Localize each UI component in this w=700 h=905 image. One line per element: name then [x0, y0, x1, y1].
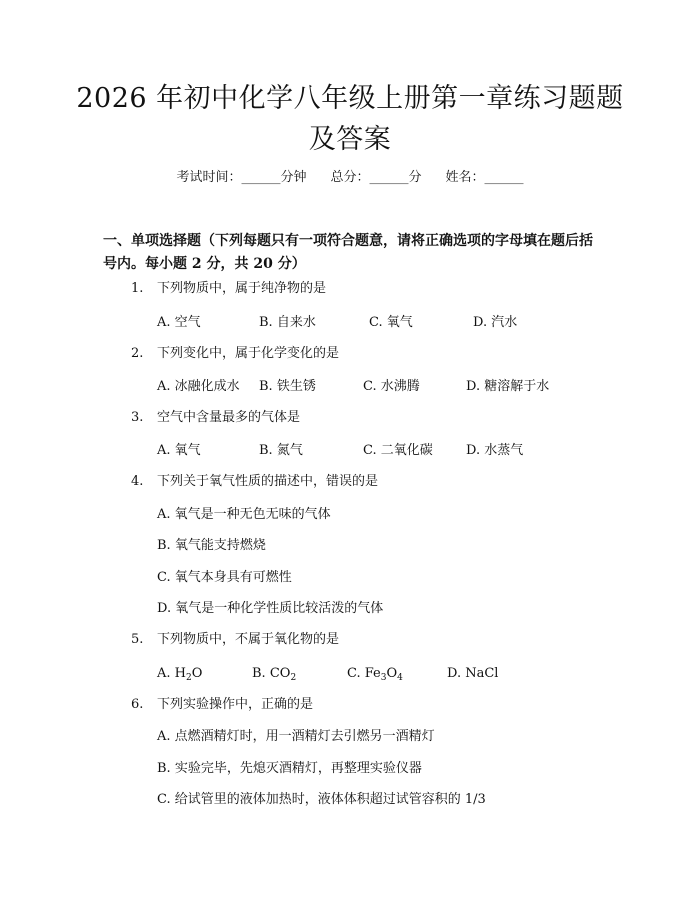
question-number: 3.	[131, 410, 144, 425]
option-d: D. 糖溶解于水	[466, 379, 550, 394]
question-text: 下列实验操作中，正确的是	[157, 697, 314, 712]
question-text: 空气中含量最多的气体是	[157, 410, 301, 425]
option-b: B. $CO_2$	[252, 666, 297, 683]
question-number: 2.	[131, 346, 144, 361]
question-text: 下列关于氧气性质的描述中，错误的是	[157, 474, 379, 489]
question-4-option-d: D. 氧气是一种化学性质比较活泼的气体	[157, 601, 384, 616]
option-b: B. 铁生锈	[259, 379, 316, 394]
exam-name: 姓名：______	[445, 170, 524, 185]
title-line-1: 2026 年初中化学八年级上册第一章练习题题	[76, 83, 624, 114]
exam-score: 总分：______分	[330, 170, 422, 185]
question-number: 5.	[131, 632, 144, 647]
option-d: D. 汽水	[473, 315, 518, 330]
option-a: A. 空气	[157, 315, 201, 330]
option-b: B. 自来水	[259, 315, 316, 330]
question-text: 下列变化中，属于化学变化的是	[157, 346, 340, 361]
option-d: D. 水蒸气	[466, 443, 524, 458]
option-c: C. 二氧化碳	[363, 443, 433, 458]
option-a: A. 氧气	[157, 443, 201, 458]
question-number: 1.	[131, 281, 144, 296]
question-number: 6.	[131, 697, 144, 712]
exam-time: 考试时间：______分钟	[176, 170, 307, 185]
document-title	[60, 78, 640, 160]
option-b: B. 氮气	[259, 443, 303, 458]
question-4-option-b: B. 氧气能支持燃烧	[157, 538, 266, 553]
question-text: 下列物质中，属于纯净物的是	[157, 281, 327, 296]
option-a: A. $H_2O$	[157, 666, 203, 683]
option-c: C. 氧气	[369, 315, 413, 330]
section-heading: 一、单项选择题（下列每题只有一项符合题意，请将正确选项的字母填在题后括号内。每小题 2 分，共 20 分）	[103, 233, 593, 272]
title-line-2: 及答案	[308, 124, 392, 155]
question-6-option-b: B. 实验完毕，先熄灭酒精灯，再整理实验仪器	[157, 761, 422, 776]
exam-info	[0, 168, 700, 188]
question-6-option-a: A. 点燃酒精灯时，用一酒精灯去引燃另一酒精灯	[157, 729, 435, 744]
option-c: C. $Fe_3O_4$	[347, 666, 403, 683]
option-d: D. NaCl	[447, 666, 499, 681]
option-c: C. 水沸腾	[363, 379, 420, 394]
option-a: A. 冰融化成水	[157, 379, 240, 394]
question-4-option-c: C. 氧气本身具有可燃性	[157, 570, 292, 585]
question-number: 4.	[131, 474, 144, 489]
question-6-option-c: C. 给试管里的液体加热时，液体体积超过试管容积的 1/3	[157, 792, 486, 807]
question-text: 下列物质中，不属于氧化物的是	[157, 632, 340, 647]
question-4-option-a: A. 氧气是一种无色无味的气体	[157, 507, 331, 522]
